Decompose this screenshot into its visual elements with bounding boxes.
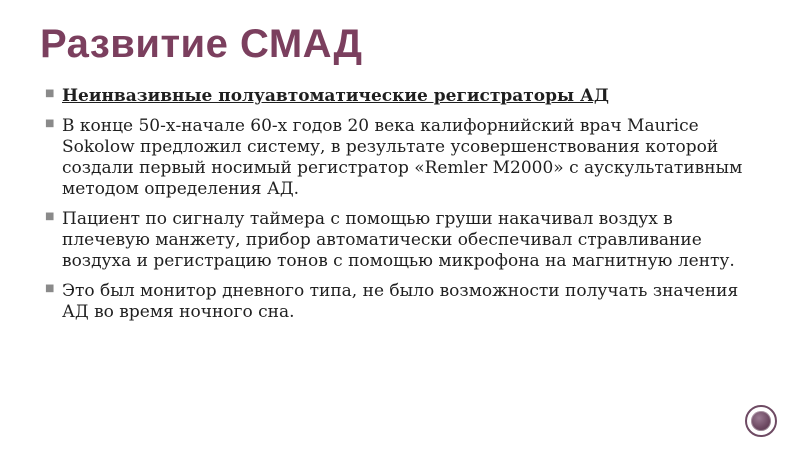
bullet-marker-icon: ■ <box>45 283 55 294</box>
bullet-text: В конце 50-х-начале 60-х годов 20 века калифорнийский врач Maurice Sokolow предложил систему, в результате усовершенствования которой создали первый носимый регистратор «Remler M2000» с аускультативным методом определения АД. <box>62 116 743 199</box>
bullet-item <box>44 86 744 107</box>
bullet-item <box>44 209 744 272</box>
bullet-text: Пациент по сигналу таймера с помощью груши накачивал воздух в плечевую манжету, прибор автоматически обеспечивал стравливание воздуха и регистрацию тонов с помощью микрофона на магнитную ленту. <box>62 209 735 271</box>
bullet-item <box>44 116 744 200</box>
bullet-list <box>44 86 744 332</box>
slide-title: Развитие СМАД <box>40 22 363 66</box>
circle-nav-icon[interactable] <box>745 405 777 437</box>
bullet-marker-icon: ■ <box>45 211 55 222</box>
bullet-item <box>44 281 744 323</box>
bullet-marker-icon: ■ <box>45 118 55 129</box>
bullet-marker-icon: ■ <box>45 88 55 99</box>
bullet-text: Это был монитор дневного типа, не было возможности получать значения АД во время ночного сна. <box>62 281 739 322</box>
circle-nav-inner <box>751 411 771 431</box>
bullet-heading-text: Неинвазивные полуавтоматические регистраторы АД <box>62 86 609 106</box>
